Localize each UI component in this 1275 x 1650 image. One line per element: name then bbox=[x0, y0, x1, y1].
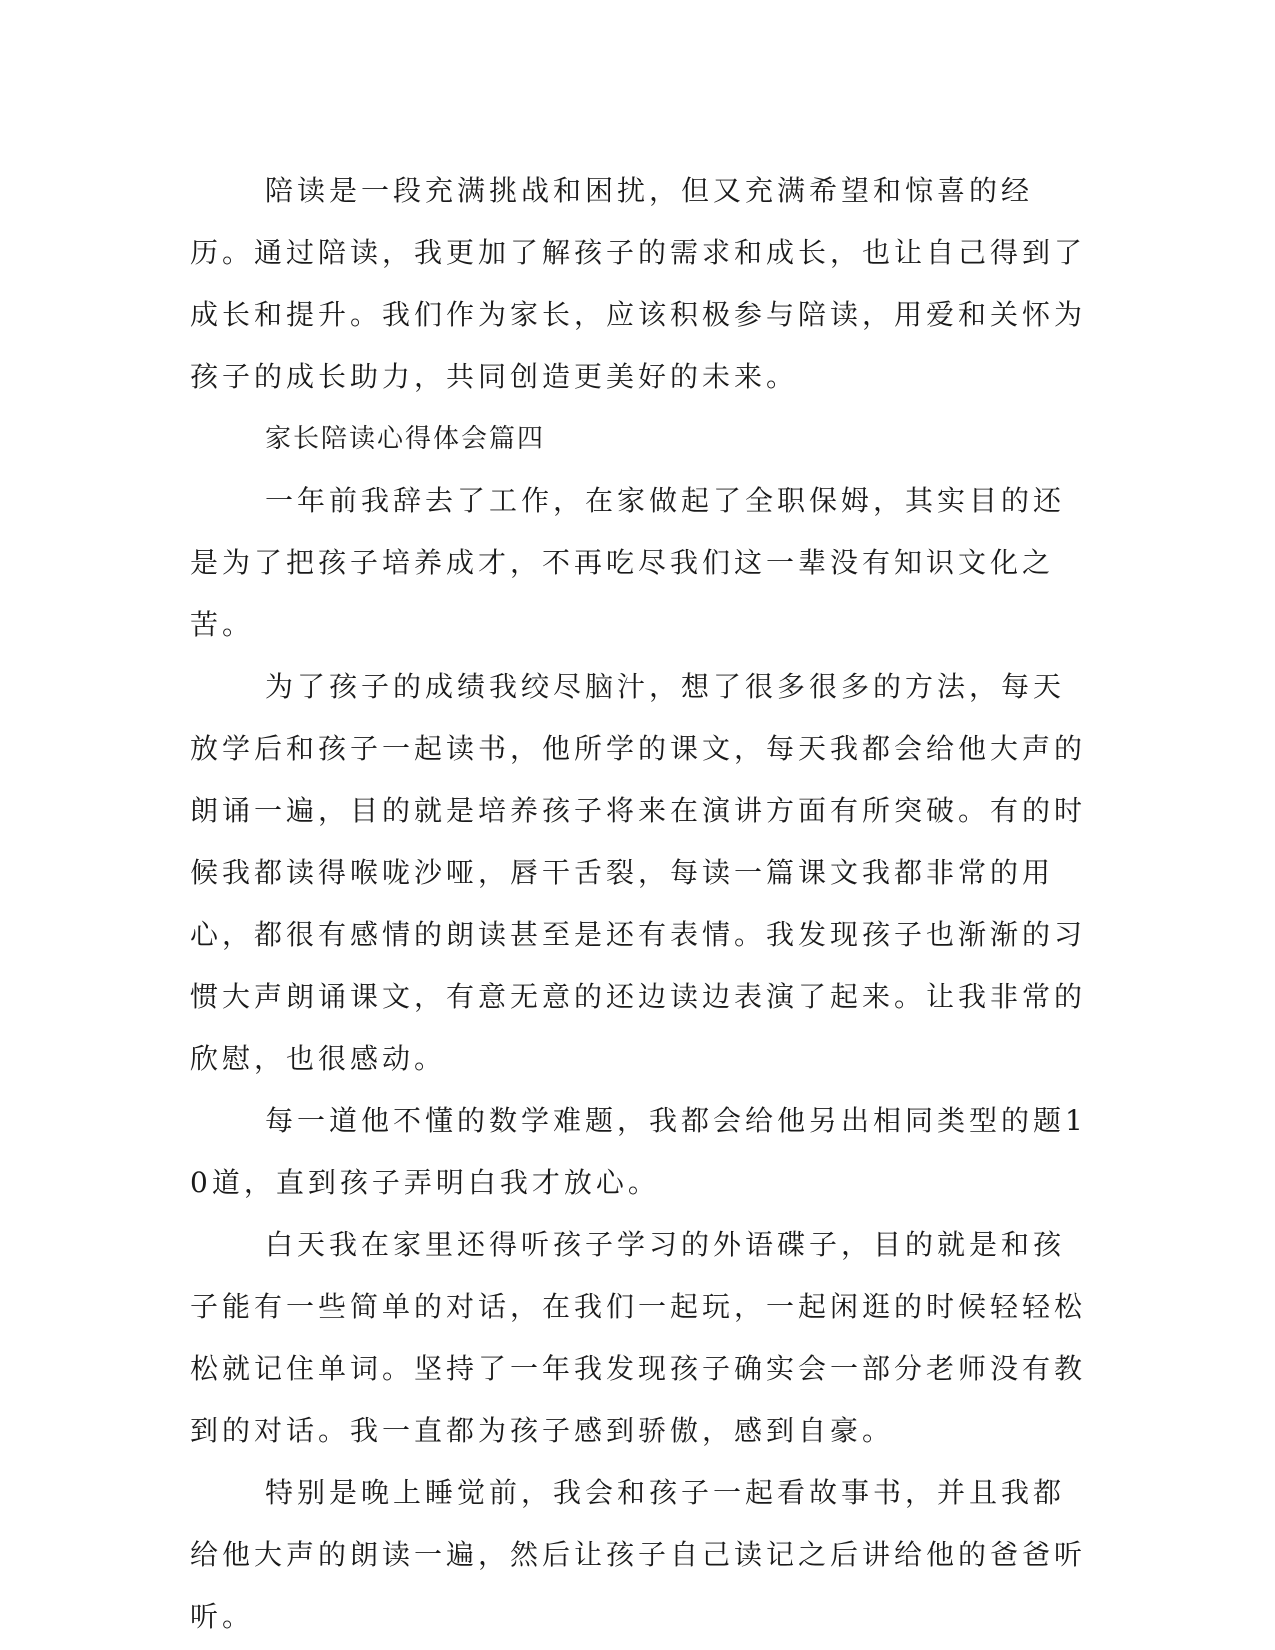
paragraph-foreign-language: 白天我在家里还得听孩子学习的外语碟子，目的就是和孩子能有一些简单的对话，在我们一起玩，一起闲逛的时候轻轻松松就记住单词。坚持了一年我发现孩子确实会一部分老师没有教到的对话。我一直都为孩子感到骄傲，感到自豪。 bbox=[190, 1228, 1087, 1447]
paragraph-math-problems: 每一道他不懂的数学难题，我都会给他另出相同类型的题10道，直到孩子弄明白我才放心。 bbox=[190, 1104, 1087, 1199]
paragraph-bedtime-stories: 特别是晚上睡觉前，我会和孩子一起看故事书，并且我都给他大声的朗读一遍，然后让孩子自己读记之后讲给他的爸爸听听。 bbox=[190, 1476, 1087, 1633]
section-heading: 家长陪读心得体会篇四 bbox=[265, 424, 546, 454]
paragraph-quit-job: 一年前我辞去了工作，在家做起了全职保姆，其实目的还是为了把孩子培养成才，不再吃尽我们这一辈没有知识文化之苦。 bbox=[190, 484, 1066, 641]
paragraph-reading-aloud: 为了孩子的成绩我绞尽脑汁，想了很多很多的方法，每天放学后和孩子一起读书，他所学的课文，每天我都会给他大声的朗诵一遍，目的就是培养孩子将来在演讲方面有所突破。有的时候我都读得喉咙沙哑，唇干舌裂，每读一篇课文我都非常的用心，都很有感情的朗读甚至是还有表情。我发现孩子也渐渐的习惯大声朗诵课文，有意无意的还边读边表演了起来。让我非常的欣慰，也很感动。 bbox=[190, 670, 1087, 1075]
document-body bbox=[190, 160, 1090, 1648]
paragraph-reflection-summary: 陪读是一段充满挑战和困扰，但又充满希望和惊喜的经历。通过陪读，我更加了解孩子的需求和成长，也让自己得到了成长和提升。我们作为家长，应该积极参与陪读，用爱和关怀为孩子的成长助力，共同创造更美好的未来。 bbox=[190, 174, 1087, 393]
